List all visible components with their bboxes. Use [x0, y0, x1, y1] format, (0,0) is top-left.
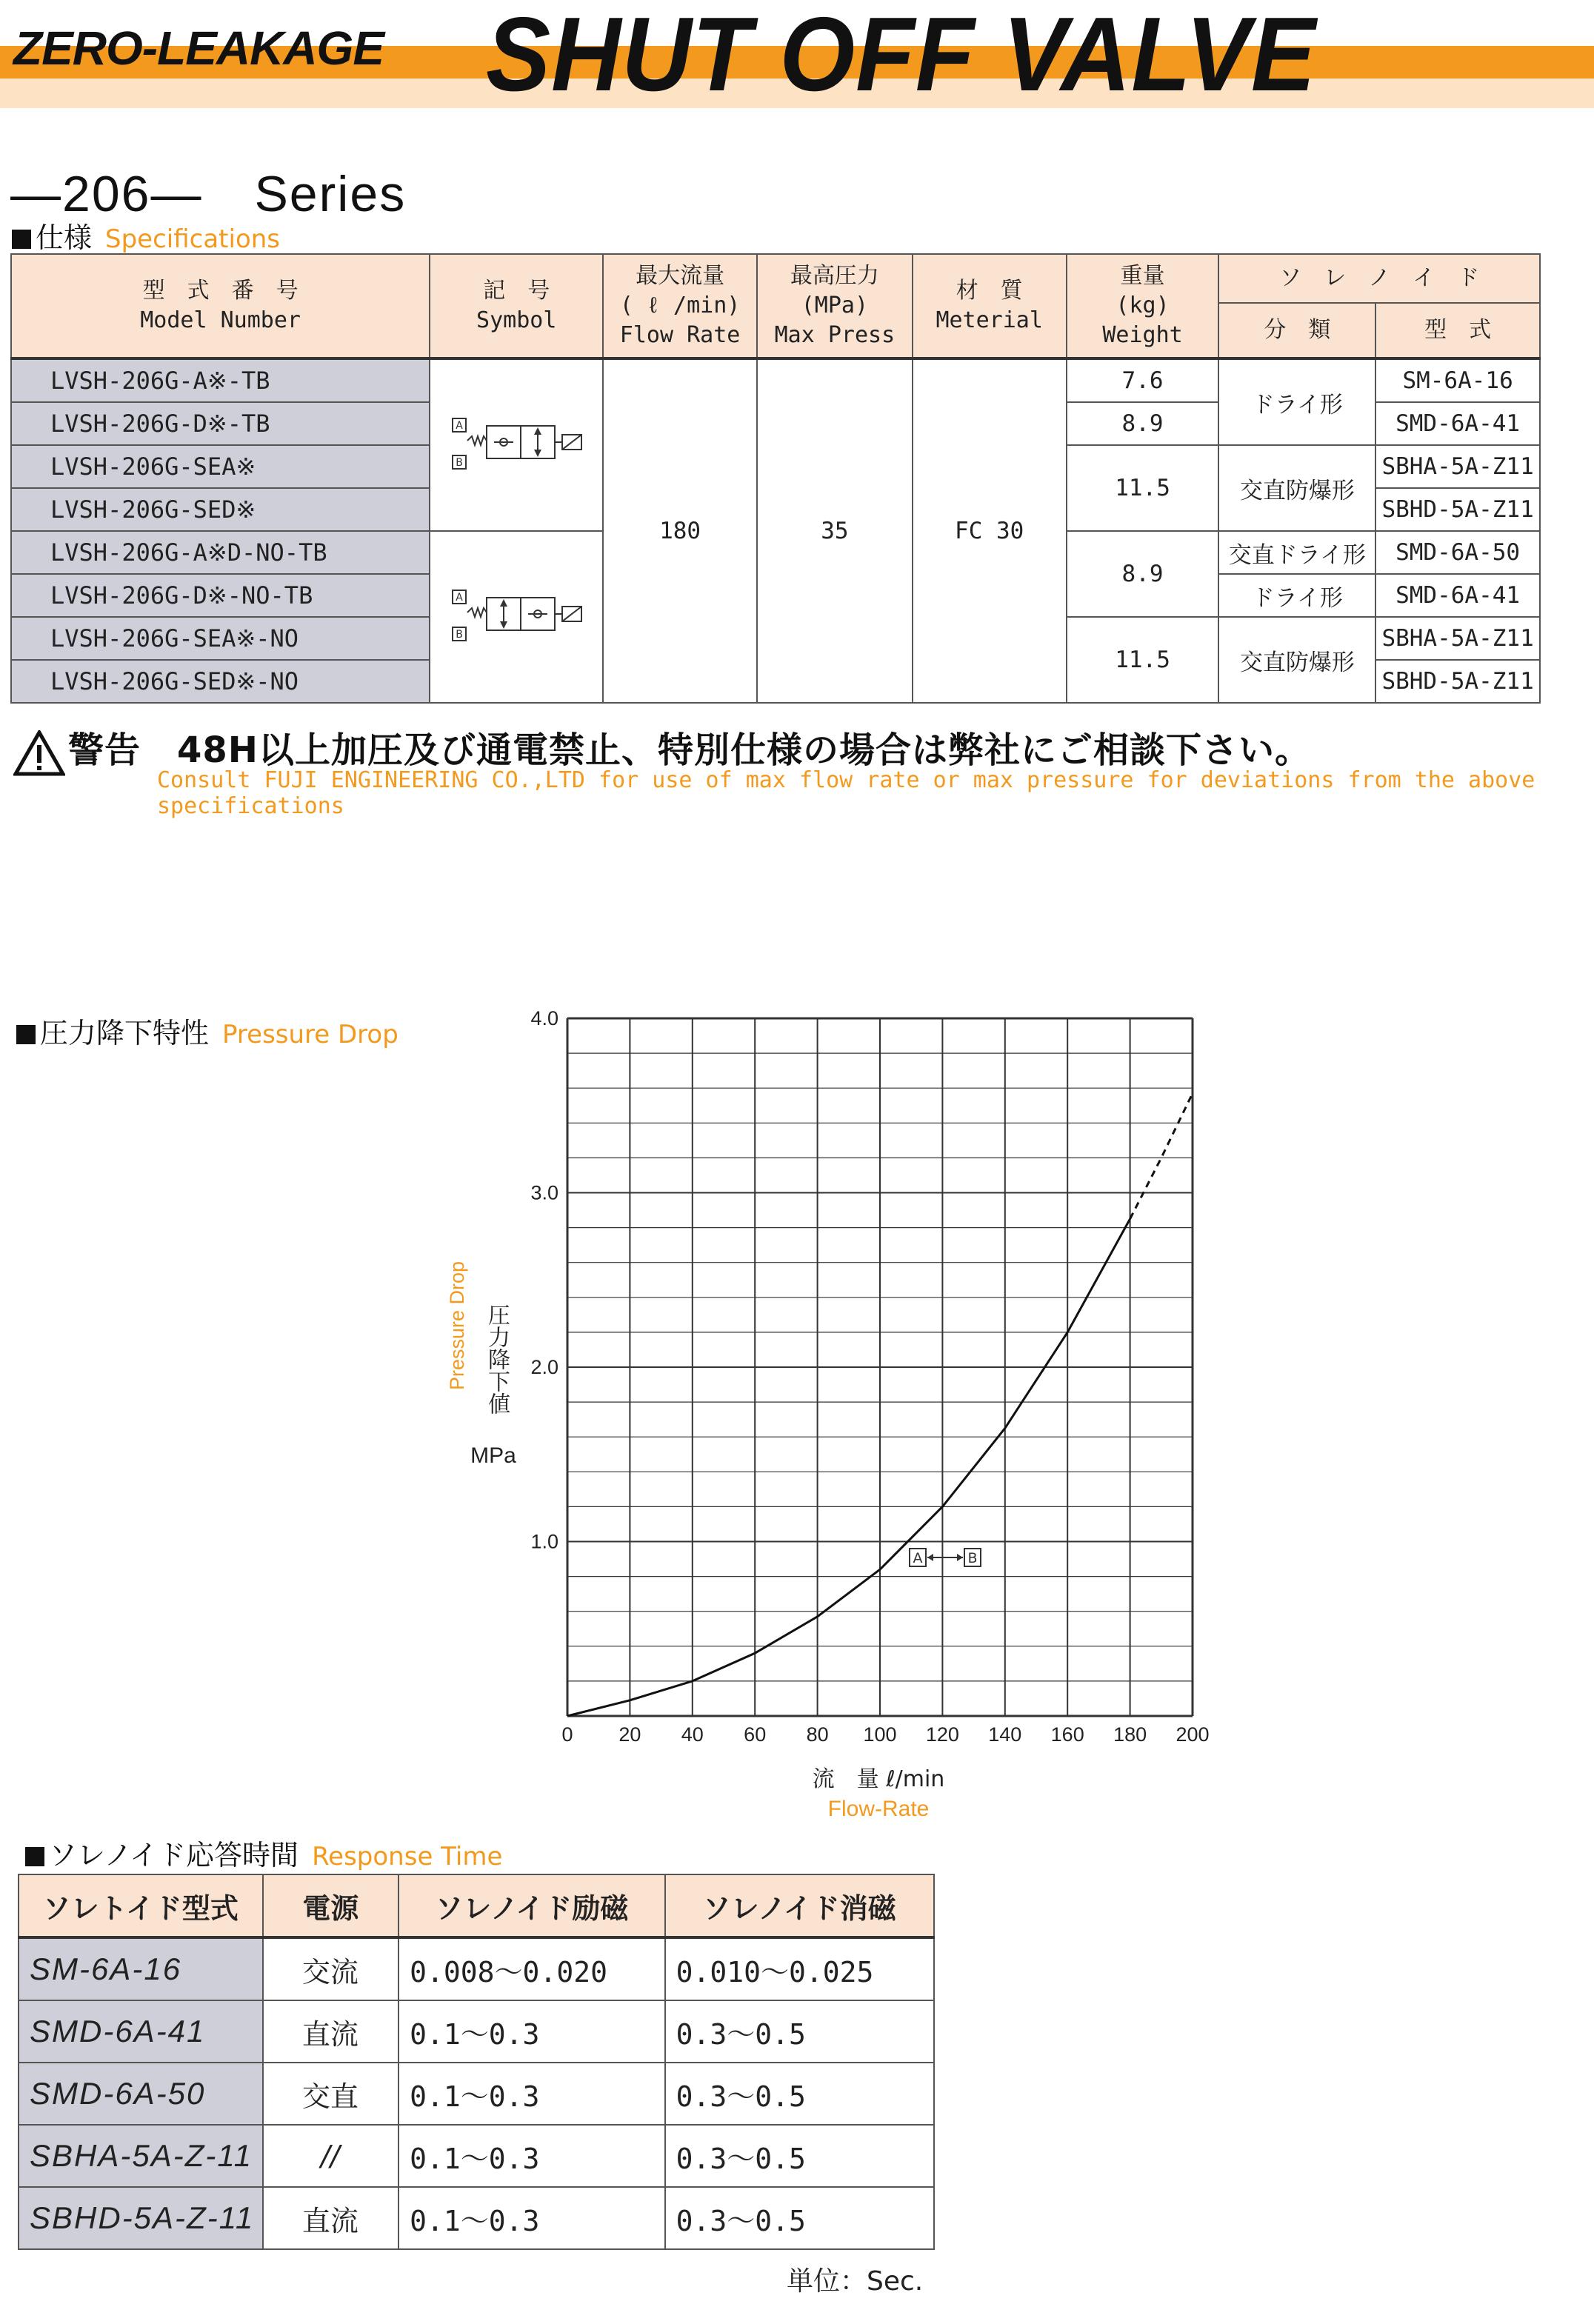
- symbol-normally-closed: [430, 358, 603, 531]
- bullet-square-icon: [16, 1025, 36, 1044]
- x-tick-label: 140: [988, 1723, 1022, 1746]
- chart-ticks: [530, 1007, 1209, 1746]
- demag-cell: 0.3～0.5: [665, 2063, 934, 2125]
- model-cell: LVSH-206G-SED※: [11, 488, 430, 531]
- response-heading-jp: ソレノイド応答時間: [49, 1839, 299, 1871]
- y-axis-unit: MPa: [470, 1443, 516, 1468]
- y-axis-label-en: Pressure Drop: [446, 1260, 468, 1391]
- x-axis-label-jp: 流 量 ℓ/min: [812, 1766, 945, 1792]
- model-cell: LVSH-206G-SEA※-NO: [11, 617, 430, 660]
- response-row: [19, 2125, 934, 2187]
- flow-direction-annotation: [910, 1549, 981, 1566]
- type-cell: SMD-6A-50: [1375, 531, 1540, 574]
- spec-header-row-1: [11, 254, 1540, 303]
- category-cell: 交直ドライ形: [1218, 531, 1375, 574]
- model-cell: LVSH-206G-A※-TB: [11, 358, 430, 402]
- type-cell: SBHA-5A-Z11: [1375, 445, 1540, 488]
- x-tick-label: 160: [1050, 1723, 1084, 1746]
- solenoid-model-cell: SBHA-5A-Z-11: [19, 2125, 263, 2187]
- unit-note: 単位：Sec.: [787, 2266, 924, 2297]
- col-demag: ソレノイド消磁: [665, 1874, 934, 1937]
- response-row: [19, 2063, 934, 2125]
- spec-heading: [12, 215, 280, 256]
- x-tick-label: 20: [618, 1723, 641, 1746]
- excite-cell: 0.1～0.3: [398, 2125, 664, 2187]
- model-cell: LVSH-206G-SED※-NO: [11, 660, 430, 703]
- svg-text:A: A: [456, 592, 464, 604]
- model-cell: LVSH-206G-D※-NO-TB: [11, 574, 430, 617]
- response-header-row: [19, 1874, 934, 1937]
- svg-text:A: A: [456, 420, 464, 432]
- weight-cell: 8.9: [1067, 402, 1219, 445]
- power-cell: 交直: [263, 2063, 399, 2125]
- y-tick-label: 3.0: [530, 1181, 558, 1204]
- power-cell: 直流: [263, 2000, 399, 2063]
- category-cell: ドライ形: [1218, 358, 1375, 445]
- demag-cell: 0.010～0.025: [665, 1937, 934, 2000]
- model-cell: LVSH-206G-D※-TB: [11, 402, 430, 445]
- solenoid-model-cell: SMD-6A-50: [19, 2063, 263, 2125]
- valve-symbol-icon: [442, 405, 590, 479]
- col-material: 材 質 Meterial: [913, 254, 1067, 358]
- demag-cell: 0.3～0.5: [665, 2187, 934, 2249]
- response-heading: [25, 1832, 502, 1873]
- col-category: 分 類: [1218, 303, 1375, 358]
- weight-cell: 7.6: [1067, 358, 1219, 402]
- spec-heading-en: Specifications: [105, 224, 281, 254]
- weight-cell: 8.9: [1067, 531, 1219, 617]
- pressure-drop-heading: [16, 1010, 398, 1051]
- col-solenoid: ソ レ ノ イ ド: [1218, 254, 1540, 303]
- col-weight: 重量 (kg) Weight: [1067, 254, 1219, 358]
- pressure-drop-curve-solid: [567, 1219, 1130, 1716]
- spec-table: [10, 253, 1541, 704]
- series-title: —206— Series: [10, 166, 407, 222]
- y-tick-label: 2.0: [530, 1356, 558, 1378]
- flow-rate-cell: 180: [603, 358, 757, 703]
- brand-subtitle: ZERO-LEAKAGE: [13, 21, 384, 75]
- excite-cell: 0.1～0.3: [398, 2000, 664, 2063]
- type-cell: SBHD-5A-Z11: [1375, 660, 1540, 703]
- type-cell: SBHD-5A-Z11: [1375, 488, 1540, 531]
- power-cell: //: [263, 2125, 399, 2187]
- solenoid-model-cell: SBHD-5A-Z-11: [19, 2187, 263, 2249]
- brand-title: SHUT OFF VALVE: [486, 0, 1316, 113]
- valve-symbol-icon: [442, 577, 590, 651]
- warning-triangle-icon: [13, 730, 65, 776]
- col-type: 型 式: [1375, 303, 1540, 358]
- category-cell: 交直防爆形: [1218, 617, 1375, 703]
- annotation-port-a: A: [913, 1550, 923, 1566]
- x-tick-label: 80: [806, 1723, 829, 1746]
- y-tick-label: 4.0: [530, 1007, 558, 1029]
- bullet-square-icon: [12, 230, 31, 249]
- chart-grid: [567, 1018, 1193, 1716]
- response-row: [19, 1937, 934, 2000]
- x-tick-label: 200: [1176, 1723, 1210, 1746]
- weight-cell: 11.5: [1067, 617, 1219, 703]
- excite-cell: 0.1～0.3: [398, 2187, 664, 2249]
- y-axis-label-jp: 圧力降下値: [484, 1303, 510, 1415]
- response-table: [18, 1874, 935, 2250]
- response-heading-en: Response Time: [312, 1842, 503, 1871]
- y-tick-label: 1.0: [530, 1530, 558, 1553]
- col-flow: 最大流量 ( ℓ /min) Flow Rate: [603, 254, 757, 358]
- col-model: 型 式 番 号 Model Number: [11, 254, 430, 358]
- x-tick-label: 60: [744, 1723, 767, 1746]
- category-cell: ドライ形: [1218, 574, 1375, 617]
- power-cell: 直流: [263, 2187, 399, 2249]
- type-cell: SMD-6A-41: [1375, 574, 1540, 617]
- x-tick-label: 180: [1113, 1723, 1147, 1746]
- pressure-drop-heading-jp: 圧力降下特性: [40, 1017, 210, 1049]
- category-cell: 交直防爆形: [1218, 445, 1375, 531]
- material-cell: FC 30: [913, 358, 1067, 703]
- pressure-drop-curve-dashed: [1130, 1093, 1193, 1219]
- svg-text:B: B: [456, 457, 464, 469]
- warning-text-en: Consult FUJI ENGINEERING CO.,LTD for use of max flow rate or max pressure for deviations from the above specifications: [157, 767, 1535, 819]
- demag-cell: 0.3～0.5: [665, 2125, 934, 2187]
- excite-cell: 0.1～0.3: [398, 2063, 664, 2125]
- pressure-drop-chart: [444, 1000, 1259, 1829]
- x-tick-label: 100: [863, 1723, 897, 1746]
- col-excite: ソレノイド励磁: [398, 1874, 664, 1937]
- excite-cell: 0.008～0.020: [398, 1937, 664, 2000]
- type-cell: SM-6A-16: [1375, 358, 1540, 402]
- demag-cell: 0.3～0.5: [665, 2000, 934, 2063]
- response-row: [19, 2000, 934, 2063]
- model-cell: LVSH-206G-SEA※: [11, 445, 430, 488]
- power-cell: 交流: [263, 1937, 399, 2000]
- col-press: 最高圧力 (MPa) Max Press: [757, 254, 913, 358]
- svg-text:B: B: [456, 629, 464, 641]
- col-solenoid-type: ソレトイド型式: [19, 1874, 263, 1937]
- x-axis-label-en: Flow-Rate: [827, 1797, 930, 1821]
- col-power: 電源: [263, 1874, 399, 1937]
- x-tick-label: 40: [681, 1723, 704, 1746]
- warning-text: 警告 48H以上加圧及び通電禁止、特別仕様の場合は弊社にご相談下さい。: [68, 729, 1311, 771]
- annotation-port-b: B: [967, 1550, 978, 1566]
- response-row: [19, 2187, 934, 2249]
- model-cell: LVSH-206G-A※D-NO-TB: [11, 531, 430, 574]
- spec-row: [11, 358, 1540, 402]
- type-cell: SMD-6A-41: [1375, 402, 1540, 445]
- type-cell: SBHA-5A-Z11: [1375, 617, 1540, 660]
- solenoid-model-cell: SM-6A-16: [19, 1937, 263, 2000]
- max-press-cell: 35: [757, 358, 913, 703]
- symbol-normally-open: [430, 531, 603, 703]
- col-symbol: 記 号 Symbol: [430, 254, 603, 358]
- solenoid-model-cell: SMD-6A-41: [19, 2000, 263, 2063]
- x-tick-label: 0: [561, 1723, 573, 1746]
- bullet-square-icon: [25, 1847, 44, 1866]
- x-tick-label: 120: [925, 1723, 959, 1746]
- pressure-drop-heading-en: Pressure Drop: [222, 1020, 398, 1049]
- spec-heading-jp: 仕様: [36, 221, 93, 254]
- weight-cell: 11.5: [1067, 445, 1219, 531]
